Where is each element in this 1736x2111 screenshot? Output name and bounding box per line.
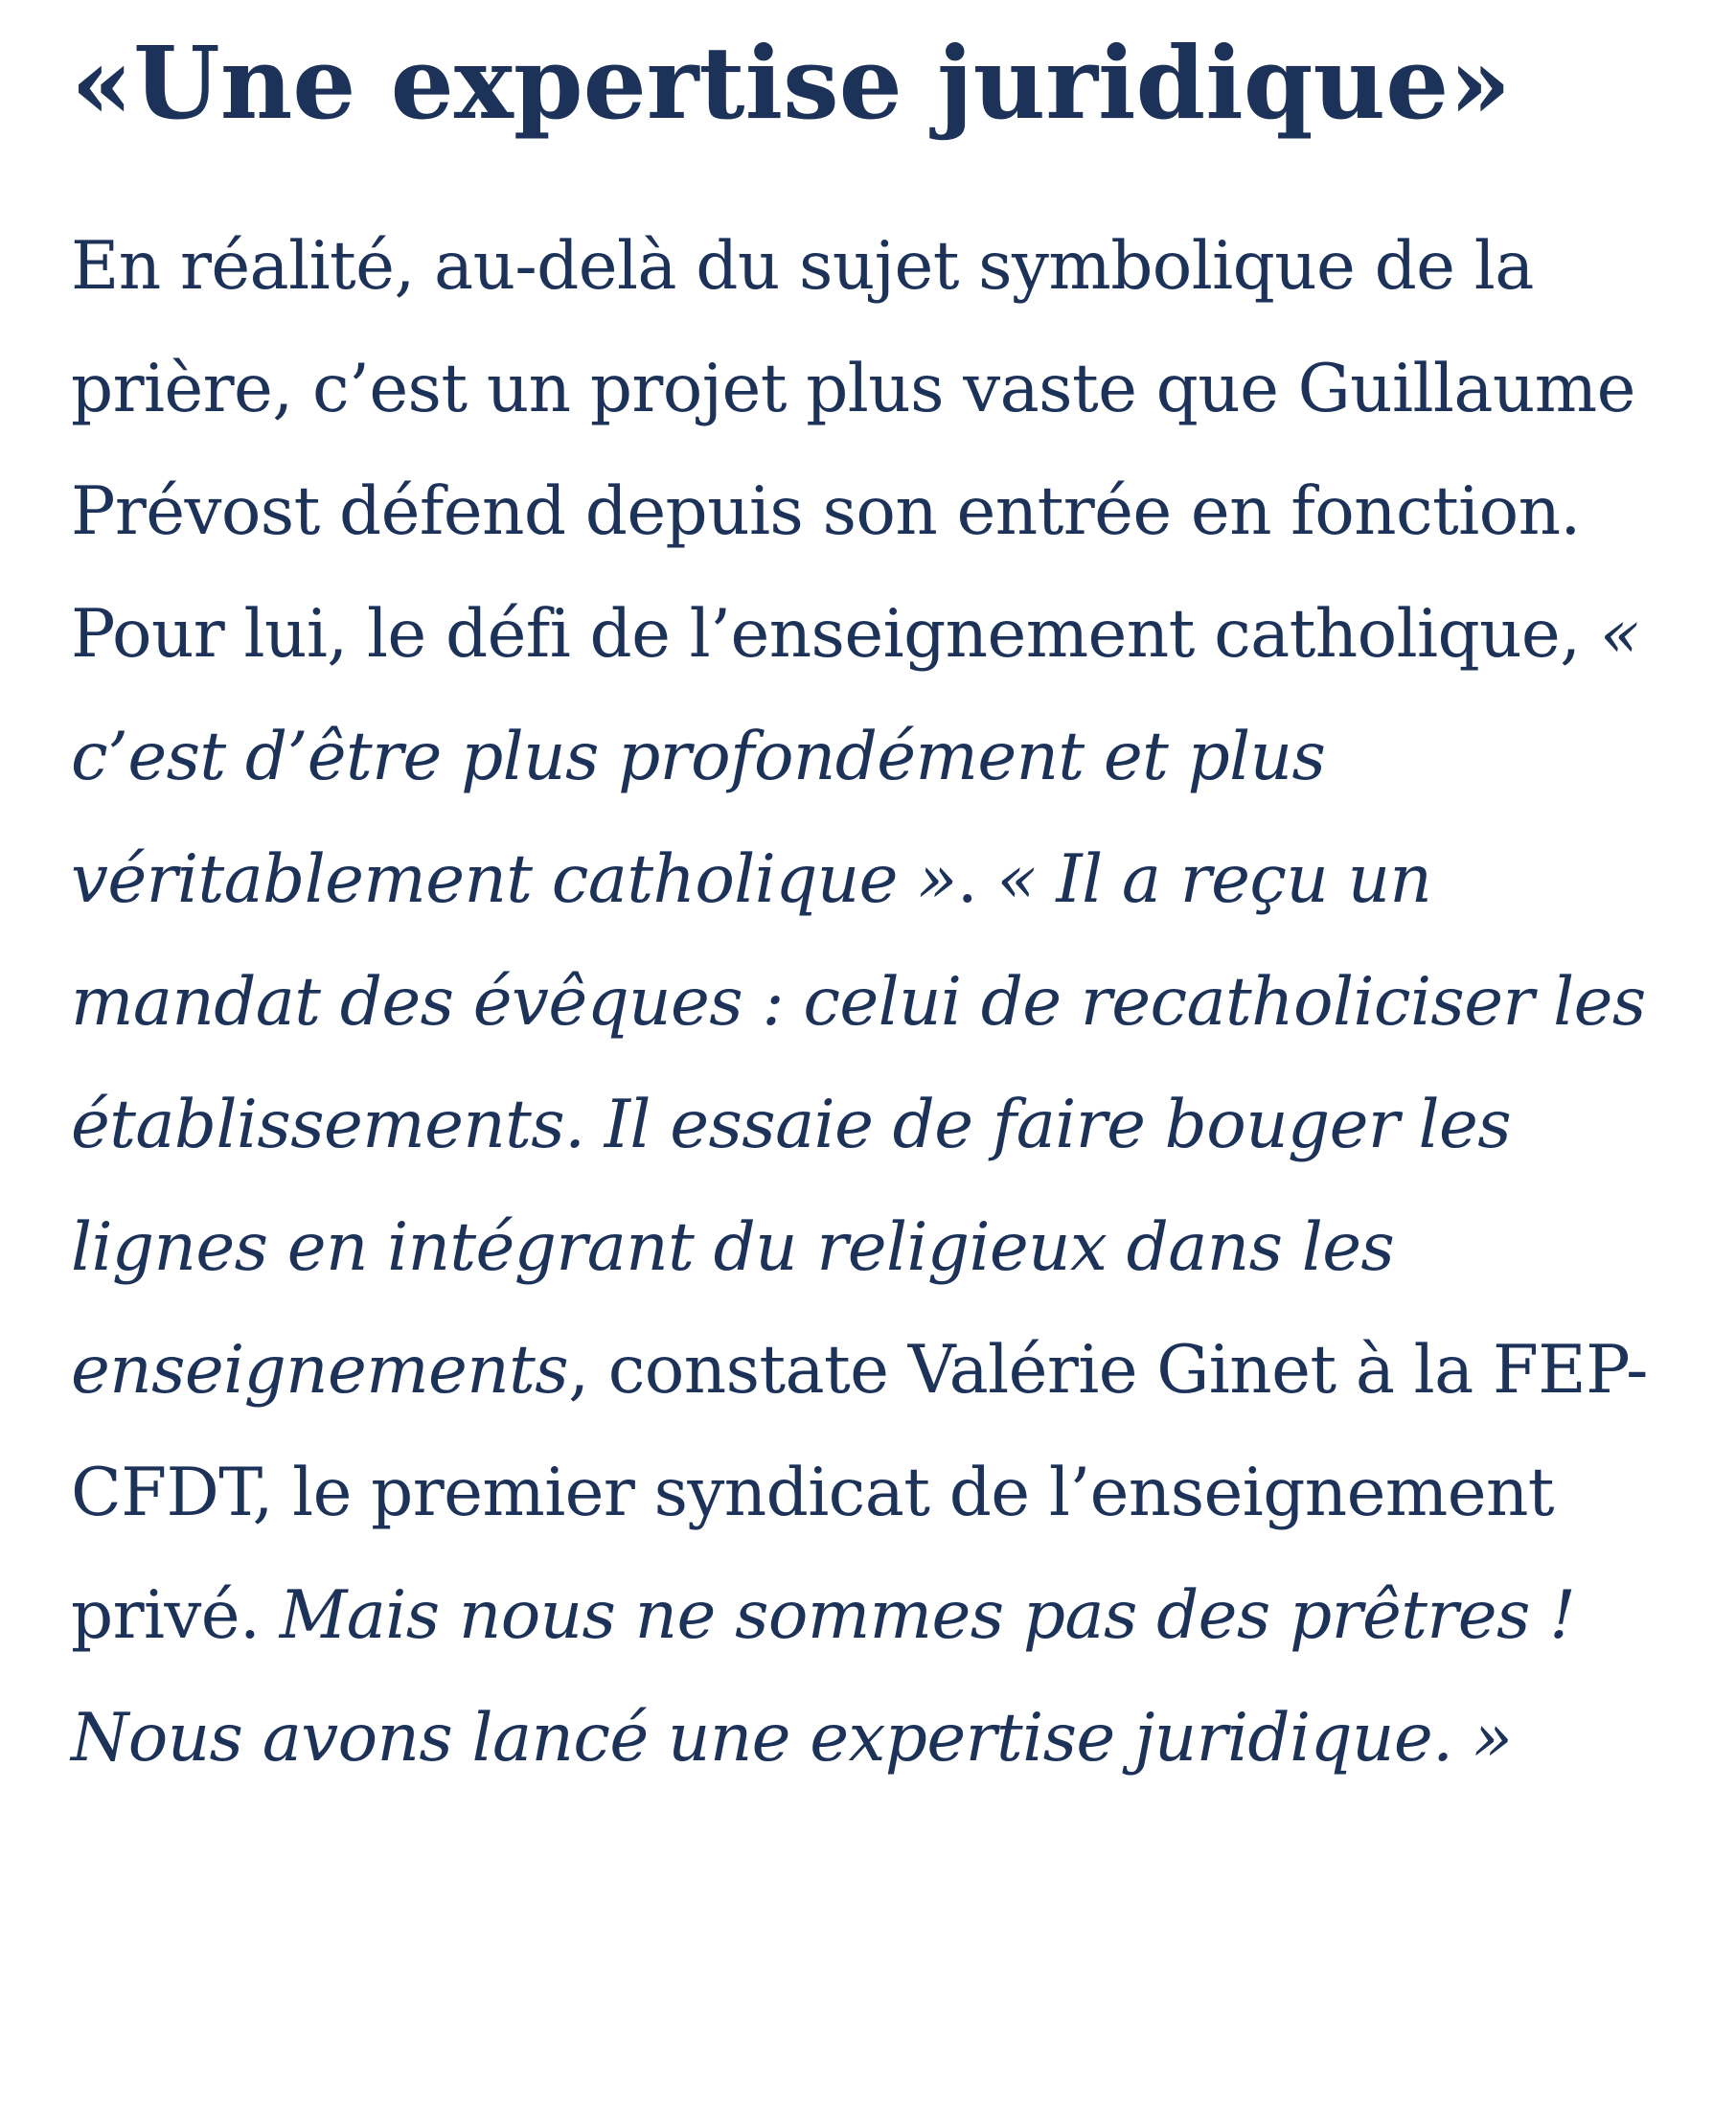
section-heading: «Une expertise juridique» [71,24,1512,142]
article-section [71,21,1680,1800]
paragraph-text: En réalité, au-delà du sujet symbolique de la prière, c’est un projet plus vaste que Guillaume Prévost défend depuis son entrée en fonction. Pour lui, le défi de l’enseignement catholique, [71,228,1635,673]
quote-text: Mais nous ne sommes pas des prêtres ! Nous avons lancé une expertise juridique. » [71,1577,1576,1777]
quote-text: « c’est d’être plus profondément et plus véritablement catholique » [71,596,1640,918]
quote-text: « Il a reçu un mandat des évêques : celui de recatholiciser les établissements. Il essaie de faire bouger les lignes en intégrant du religieux dans les enseignements [71,841,1646,1409]
paragraph-text: , constate Valérie Ginet à la FEP-CFDT, le premier syndicat de l’enseignement privé. [71,1332,1648,1654]
article-paragraph [71,205,1680,1800]
paragraph-text: . [956,841,997,918]
